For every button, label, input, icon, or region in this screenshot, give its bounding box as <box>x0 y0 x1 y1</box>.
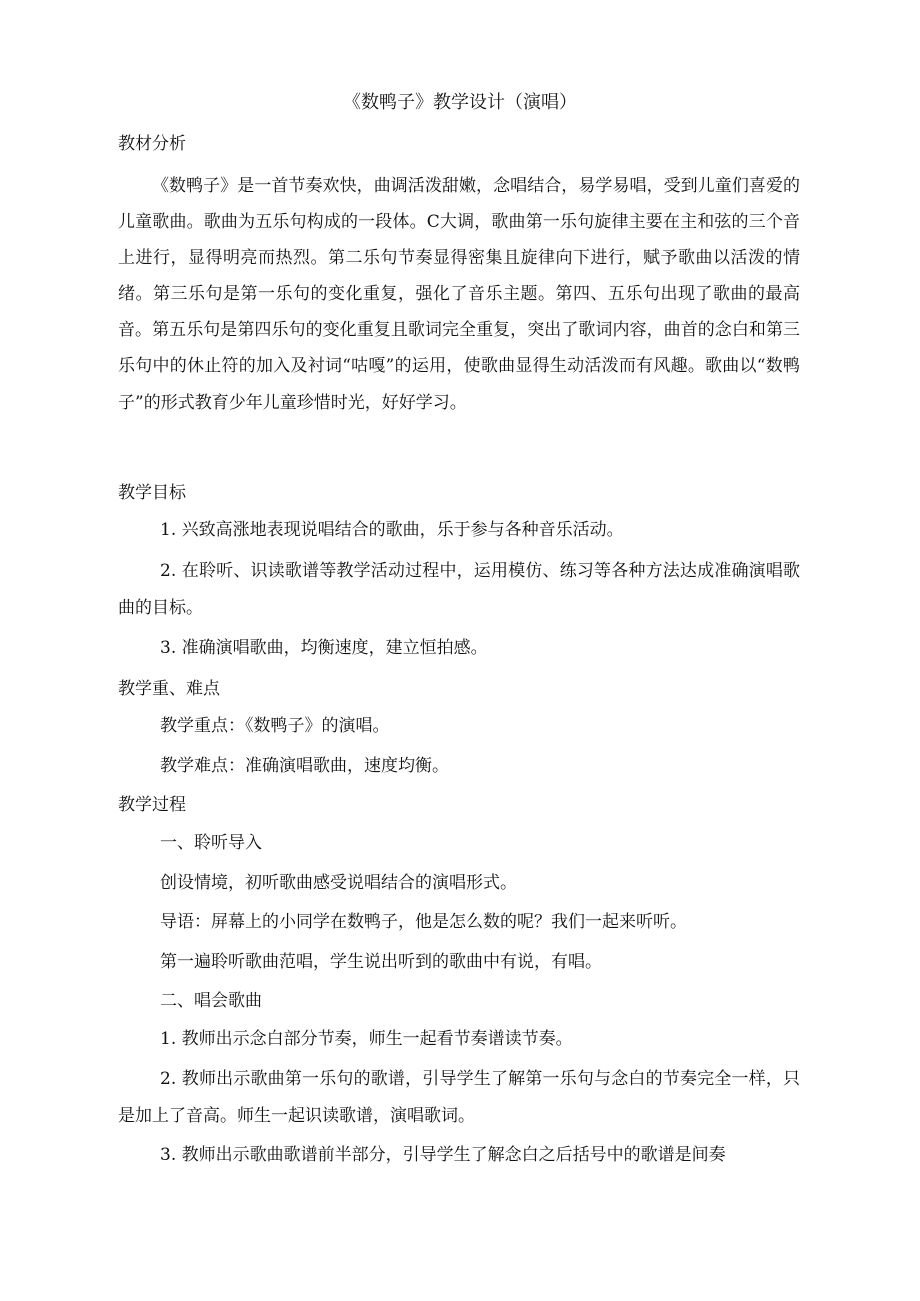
document-title: 《数鸭子》教学设计（演唱） <box>343 92 577 113</box>
part1-heading: 一、聆听导入 <box>160 833 262 853</box>
goal-item-2: 2. 在聆听、识读歌谱等教学活动过程中，运用模仿、练习等各种方法达成准确演唱歌曲的目标。 <box>118 561 800 618</box>
section-heading-teaching-goals: 教学目标 <box>118 483 186 503</box>
difficult-point-line: 教学难点：准确演唱歌曲，速度均衡。 <box>160 756 449 776</box>
material-analysis-paragraph: 《数鸭子》是一首节奏欢快，曲调活泼甜嫩，念唱结合，易学易唱，受到儿童们喜爱的儿童歌曲。歌曲为五乐句构成的一段体。C大调，歌曲第一乐句旋律主要在主和弦的三个音上进行，显得明亮而热烈。第二乐句节奏显得密集且旋律向下进行，赋予歌曲以活泼的情绪。第三乐句是第一乐句的变化重复，强化了音乐主题。第四、五乐句出现了歌曲的最高音。第五乐句是第四乐句的变化重复且歌词完全重复，突出了歌词内容，曲首的念白和第三乐句中的休止符的加入及衬词“咕嘎”的运用，使歌曲显得生动活泼而有风趣。歌曲以“数鸭子”的形式教育少年儿童珍惜时光，好好学习。 <box>118 176 800 413</box>
section-heading-key-points: 教学重、难点 <box>118 679 220 699</box>
part1-line-1: 创设情境，初听歌曲感受说唱结合的演唱形式。 <box>160 873 517 893</box>
key-point-line: 教学重点：《数鸭子》的演唱。 <box>160 716 390 736</box>
section-heading-material-analysis: 教材分析 <box>118 134 186 154</box>
part2-item-1: 1. 教师出示念白部分节奏，师生一起看节奏谱读节奏。 <box>160 1029 573 1049</box>
part1-line-3: 第一遍聆听歌曲范唱，学生说出听到的歌曲中有说，有唱。 <box>160 952 602 972</box>
section-heading-teaching-process: 教学过程 <box>118 795 186 815</box>
part2-item-3: 3. 教师出示歌曲歌谱前半部分，引导学生了解念白之后括号中的歌谱是间奏 <box>160 1145 726 1165</box>
part2-item-2: 2. 教师出示歌曲第一乐句的歌谱，引导学生了解第一乐句与念白的节奏完全一样，只是加上了音高。师生一起识读歌谱，演唱歌词。 <box>118 1069 800 1126</box>
goal-item-3: 3. 准确演唱歌曲，均衡速度，建立恒拍感。 <box>160 638 488 658</box>
part2-heading: 二、唱会歌曲 <box>160 991 262 1011</box>
part1-line-2: 导语：屏幕上的小同学在数鸭子，他是怎么数的呢？我们一起来听听。 <box>160 912 687 932</box>
goal-item-1: 1. 兴致高涨地表现说唱结合的歌曲，乐于参与各种音乐活动。 <box>160 520 624 540</box>
